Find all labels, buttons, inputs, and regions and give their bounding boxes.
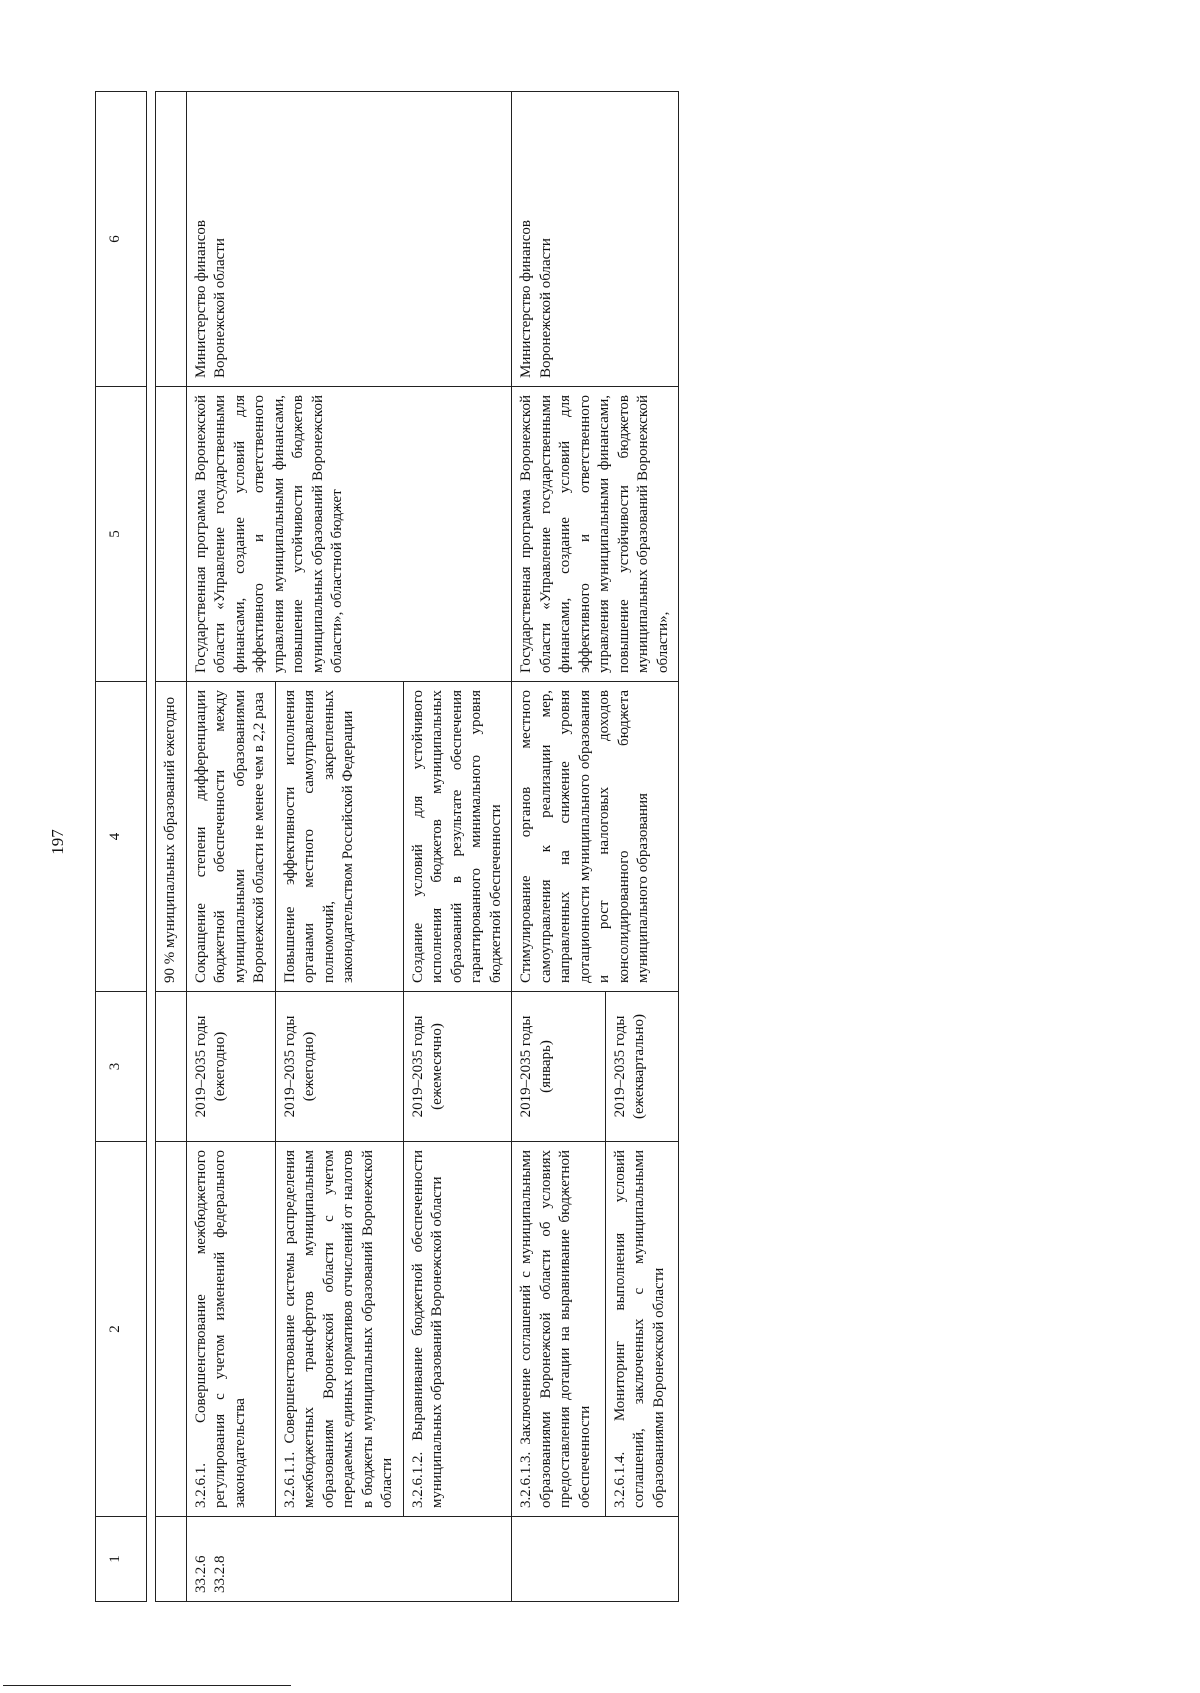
measure-cell: 3.2.6.1.2. Выравнивание бюджетной обеспеченности муниципальных образований Воронежской области bbox=[403, 1142, 512, 1517]
responsible-cell: Министерство финансов Воронежской области bbox=[186, 92, 512, 387]
table-row bbox=[512, 92, 606, 1602]
result-cell: Стимулирование органов местного самоуправления к реализации мер, направленных на снижение уровня дотационности муниципального образования и рост налоговых доходов консолидированного бюджета муниципального образования bbox=[512, 682, 679, 992]
period-cell: 2019–2035 годы (ежемесячно) bbox=[403, 992, 512, 1142]
measure-cell: 3.2.6.1.1. Совершенствование системы распределения межбюджетных трансфертов муниципальным образованиям Воронежской области с учетом передаемых единых нормативов отчислений от налогов в бюджеты муниципальных образований Воронежской области bbox=[275, 1142, 403, 1517]
table-row bbox=[186, 92, 275, 1602]
responsible-cell: Министерство финансов Воронежской области bbox=[512, 92, 679, 387]
period-cell: 2019–2035 годы (ежегодно) bbox=[275, 992, 403, 1142]
result-cell: Создание условий для устойчивого исполнения бюджетов муниципальных образований в результате обеспечения гарантированного минимального уровня бюджетной обеспеченности bbox=[403, 682, 512, 992]
measure-cell: 3.2.6.1.4. Мониторинг выполнения условий соглашений, заключенных с муниципальными образованиями Воронежской области bbox=[605, 1142, 678, 1517]
row-code: 33.2.6 33.2.8 bbox=[186, 1517, 512, 1602]
column-number-row bbox=[96, 92, 147, 1602]
col-header-5: 5 bbox=[96, 387, 147, 682]
footnote-separator bbox=[3, 1685, 291, 1686]
continuation-row bbox=[156, 92, 187, 1602]
col-header-4: 4 bbox=[96, 682, 147, 992]
col-header-6: 6 bbox=[96, 92, 147, 387]
program-cell: Государственная программа Воронежской области «Управление государственными финансами, создание условий для эффективного и ответственного управления муниципальными финансами, повышение устойчивости бюджетов муниципальных образований Воронежской области», областной бюджет bbox=[186, 387, 512, 682]
period-cell: 2019–2035 годы (ежеквартально) bbox=[605, 992, 678, 1142]
program-cell: Государственная программа Воронежской области «Управление государственными финансами, создание условий для эффективного и ответственного управления муниципальными финансами, повышение устойчивости бюджетов муниципальных образований Воронежской области», bbox=[512, 387, 679, 682]
result-cell: Сокращение степени дифференциации бюджетной обеспеченности между муниципальными образованиями Воронежской области не менее чем в 2,2 раза bbox=[186, 682, 275, 992]
page-number: 197 bbox=[48, 829, 67, 855]
rotated-table-container bbox=[95, 92, 1080, 1602]
measure-cell: 3.2.6.1.3. Заключение соглашений с муниципальными образованиями Воронежской области об условиях предоставления дотации на выравнивание бюджетной обеспеченности bbox=[512, 1142, 606, 1517]
result-cell: Повышение эффективности исполнения органами местного самоуправления полномочий, закрепленных законодательством Российской Федерации bbox=[275, 682, 403, 992]
col-header-3: 3 bbox=[96, 992, 147, 1142]
col-header-2: 2 bbox=[96, 1142, 147, 1517]
col-header-1: 1 bbox=[96, 1517, 147, 1602]
row-code-empty bbox=[512, 1517, 679, 1602]
header-gap-row bbox=[147, 92, 156, 1602]
program-measures-table bbox=[95, 91, 679, 1602]
measure-cell: 3.2.6.1. Совершенствование межбюджетного регулирования с учетом изменений федерального законодательства bbox=[186, 1142, 275, 1517]
period-cell: 2019–2035 годы (ежегодно) bbox=[186, 992, 275, 1142]
continuation-text: 90 % муниципальных образований ежегодно bbox=[156, 682, 187, 992]
period-cell: 2019–2035 годы (январь) bbox=[512, 992, 606, 1142]
